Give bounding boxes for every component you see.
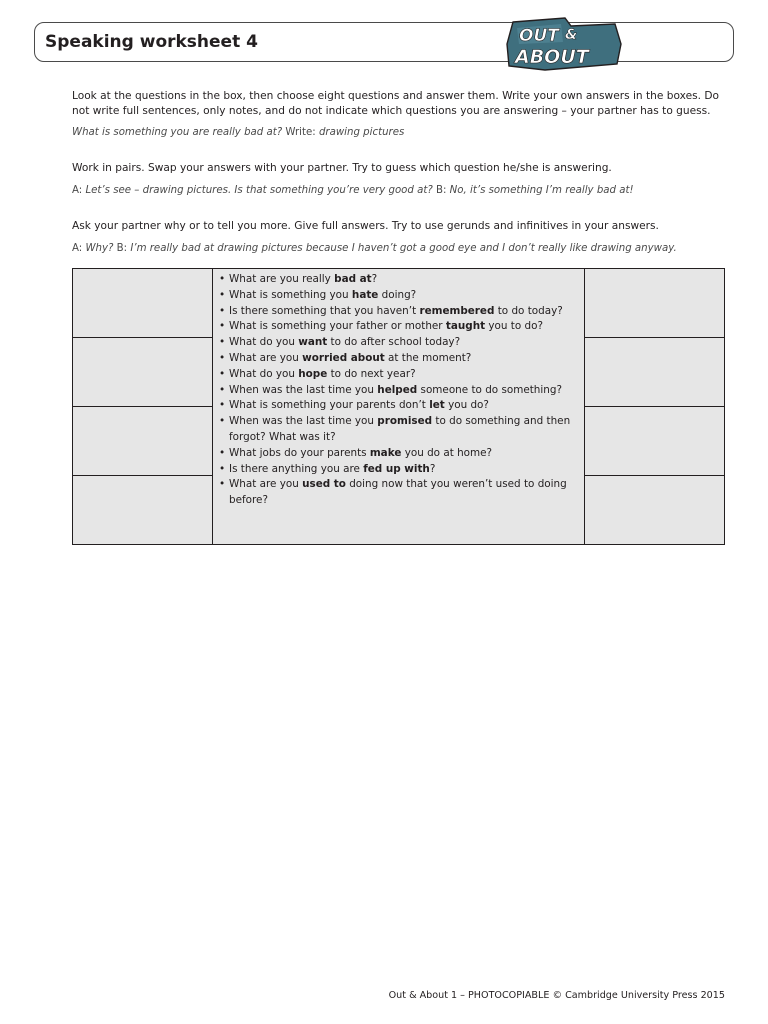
- answer-box-right-1[interactable]: [585, 269, 725, 338]
- answer-box-left-2[interactable]: [73, 338, 213, 407]
- answer-box-left-1[interactable]: [73, 269, 213, 338]
- title-bar: [34, 22, 734, 62]
- example-3: A: Why? B: I’m really bad at drawing pictures because I haven’t got a good eye and I don’t really like drawing anyway.: [72, 243, 677, 254]
- page-title: Speaking worksheet 4: [45, 32, 258, 52]
- question-item: • What is something your father or mother taught you to do?: [219, 319, 578, 335]
- question-list-cell: [213, 269, 585, 545]
- question-item: • Is there anything you are fed up with?: [219, 462, 578, 478]
- question-item: • What do you hope to do next year?: [219, 367, 578, 383]
- footer-copyright: Out & About 1 – PHOTOCOPIABLE © Cambridge University Press 2015: [388, 990, 725, 1001]
- answer-box-left-4[interactable]: [73, 476, 213, 545]
- question-item: • Is there something that you haven’t remembered to do today?: [219, 304, 578, 320]
- question-item: • What are you used to doing now that you weren’t used to doing before?: [219, 477, 578, 509]
- question-item: • What are you really bad at?: [219, 272, 578, 288]
- answer-box-right-2[interactable]: [585, 338, 725, 407]
- logo-word-about: ABOUT: [515, 46, 589, 68]
- instruction-step-1: Look at the questions in the box, then choose eight questions and answer them. Write your own answers in the boxes. Do not write full sentences, only notes, and do not indicate which questions you are answering – your partner has to guess.: [72, 90, 719, 117]
- question-item: • What do you want to do after school today?: [219, 335, 578, 351]
- instruction-step-3: Ask your partner why or to tell you more. Give full answers. Try to use gerunds and infinitives in your answers.: [72, 220, 659, 232]
- answer-box-left-3[interactable]: [73, 407, 213, 476]
- answer-box-right-3[interactable]: [585, 407, 725, 476]
- example-1: What is something you are really bad at? Write: drawing pictures: [72, 127, 405, 138]
- question-list: [213, 269, 584, 509]
- question-item: • When was the last time you promised to do something and then forgot? What was it?: [219, 414, 578, 446]
- question-item: • When was the last time you helped someone to do something?: [219, 383, 578, 399]
- question-item: • What is something you hate doing?: [219, 288, 578, 304]
- question-box: [72, 268, 725, 545]
- logo-word-out: OUT: [519, 26, 559, 46]
- question-item: • What are you worried about at the moment?: [219, 351, 578, 367]
- example-2: A: Let’s see – drawing pictures. Is that something you’re very good at? B: No, it’s something I’m really bad at!: [72, 185, 634, 196]
- logo-ampersand: &: [565, 27, 578, 43]
- answer-box-right-4[interactable]: [585, 476, 725, 545]
- question-item: • What is something your parents don’t let you do?: [219, 398, 578, 414]
- out-and-about-logo: [505, 14, 623, 72]
- instruction-step-2: Work in pairs. Swap your answers with your partner. Try to guess which question he/she is answering.: [72, 162, 612, 174]
- question-item: • What jobs do your parents make you do at home?: [219, 446, 578, 462]
